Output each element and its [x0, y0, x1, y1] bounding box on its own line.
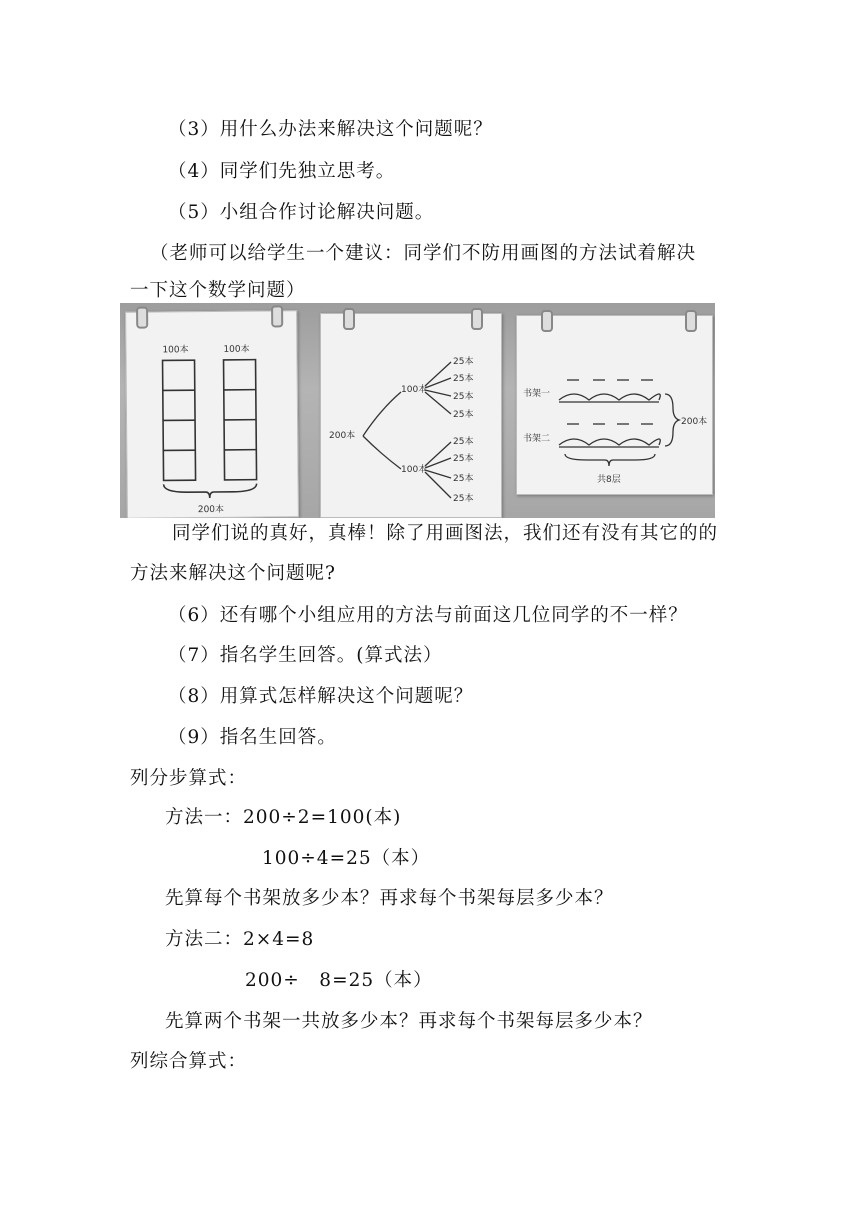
tree-leaf-label: 25本: [453, 437, 474, 447]
clip-icon: [136, 307, 148, 329]
step-8: （8）用算式怎样解决这个问题呢？: [168, 686, 474, 707]
clip-icon: [471, 308, 483, 330]
shelf-one-label: 书架一: [523, 389, 551, 399]
praise-line1: 同学们说的真好，真棒！除了用画图法，我们还有没有其它的的: [172, 523, 719, 544]
step-4: （4）同学们先独立思考。: [168, 161, 396, 182]
method2-line1: 方法二：2×4=8: [165, 929, 315, 950]
clip-icon: [271, 305, 283, 327]
praise-line2: 方法来解决这个问题呢?: [130, 563, 336, 584]
teacher-hint-line2: 一下这个数学问题）: [130, 280, 306, 301]
step-formula-heading: 列分步算式：: [130, 768, 248, 789]
tree-root-label: 200本: [329, 431, 356, 441]
tree-leaf-label: 25本: [453, 474, 474, 484]
shelf-diagram-sheet: [516, 315, 713, 495]
tree-mid-label: 100本: [401, 465, 428, 475]
tree-leaf-label: 25本: [453, 494, 474, 504]
bar-total-label: 200本: [197, 504, 225, 516]
method1-line2: 100÷4=25（本）: [262, 848, 431, 869]
tree-leaf-label: 25本: [453, 357, 474, 367]
tree-diagram: [321, 314, 501, 517]
shelf-two-label: 书架二: [523, 434, 551, 444]
teacher-hint-line1: （老师可以给学生一个建议：同学们不防用画图的方法试着解决: [150, 243, 697, 264]
tree-leaf-label: 25本: [453, 374, 474, 384]
tree-leaf-label: 25本: [453, 410, 474, 420]
method1-line1: 方法一：200÷2=100(本): [165, 807, 402, 828]
combined-formula-heading: 列综合算式：: [130, 1051, 248, 1072]
clip-icon: [343, 308, 355, 330]
tree-diagram-sheet: [320, 313, 502, 518]
bar-left-label: 100本: [162, 345, 189, 356]
step-9: （9）指名生回答。: [168, 727, 337, 748]
clip-icon: [541, 310, 553, 332]
step-6: （6）还有哪个小组应用的方法与前面这几位同学的不一样？: [168, 605, 688, 626]
method2-explanation: 先算两个书架一共放多少本？再求每个书架每层多少本？: [165, 1011, 653, 1032]
step-7: （7）指名学生回答。(算式法）: [168, 645, 443, 666]
step-5: （5）小组合作讨论解决问题。: [168, 202, 435, 223]
bar-diagram: [126, 311, 298, 517]
shelf-diagram: [517, 316, 712, 494]
shelf-layers-label: 共8层: [597, 475, 621, 485]
clip-icon: [685, 310, 697, 332]
tree-mid-label: 100本: [401, 385, 428, 395]
method2-line2: 200÷ 8=25（本）: [245, 970, 433, 991]
tree-leaf-label: 25本: [453, 454, 474, 464]
method1-explanation: 先算每个书架放多少本？再求每个书架每层多少本？: [165, 888, 614, 909]
tree-leaf-label: 25本: [453, 392, 474, 402]
drawing-methods-photo: [120, 303, 715, 518]
bar-right-label: 100本: [223, 344, 250, 355]
bar-diagram-sheet: [125, 310, 299, 518]
step-3: （3）用什么办法来解决这个问题呢？: [168, 119, 493, 140]
shelf-total-label: 200本: [681, 417, 708, 427]
